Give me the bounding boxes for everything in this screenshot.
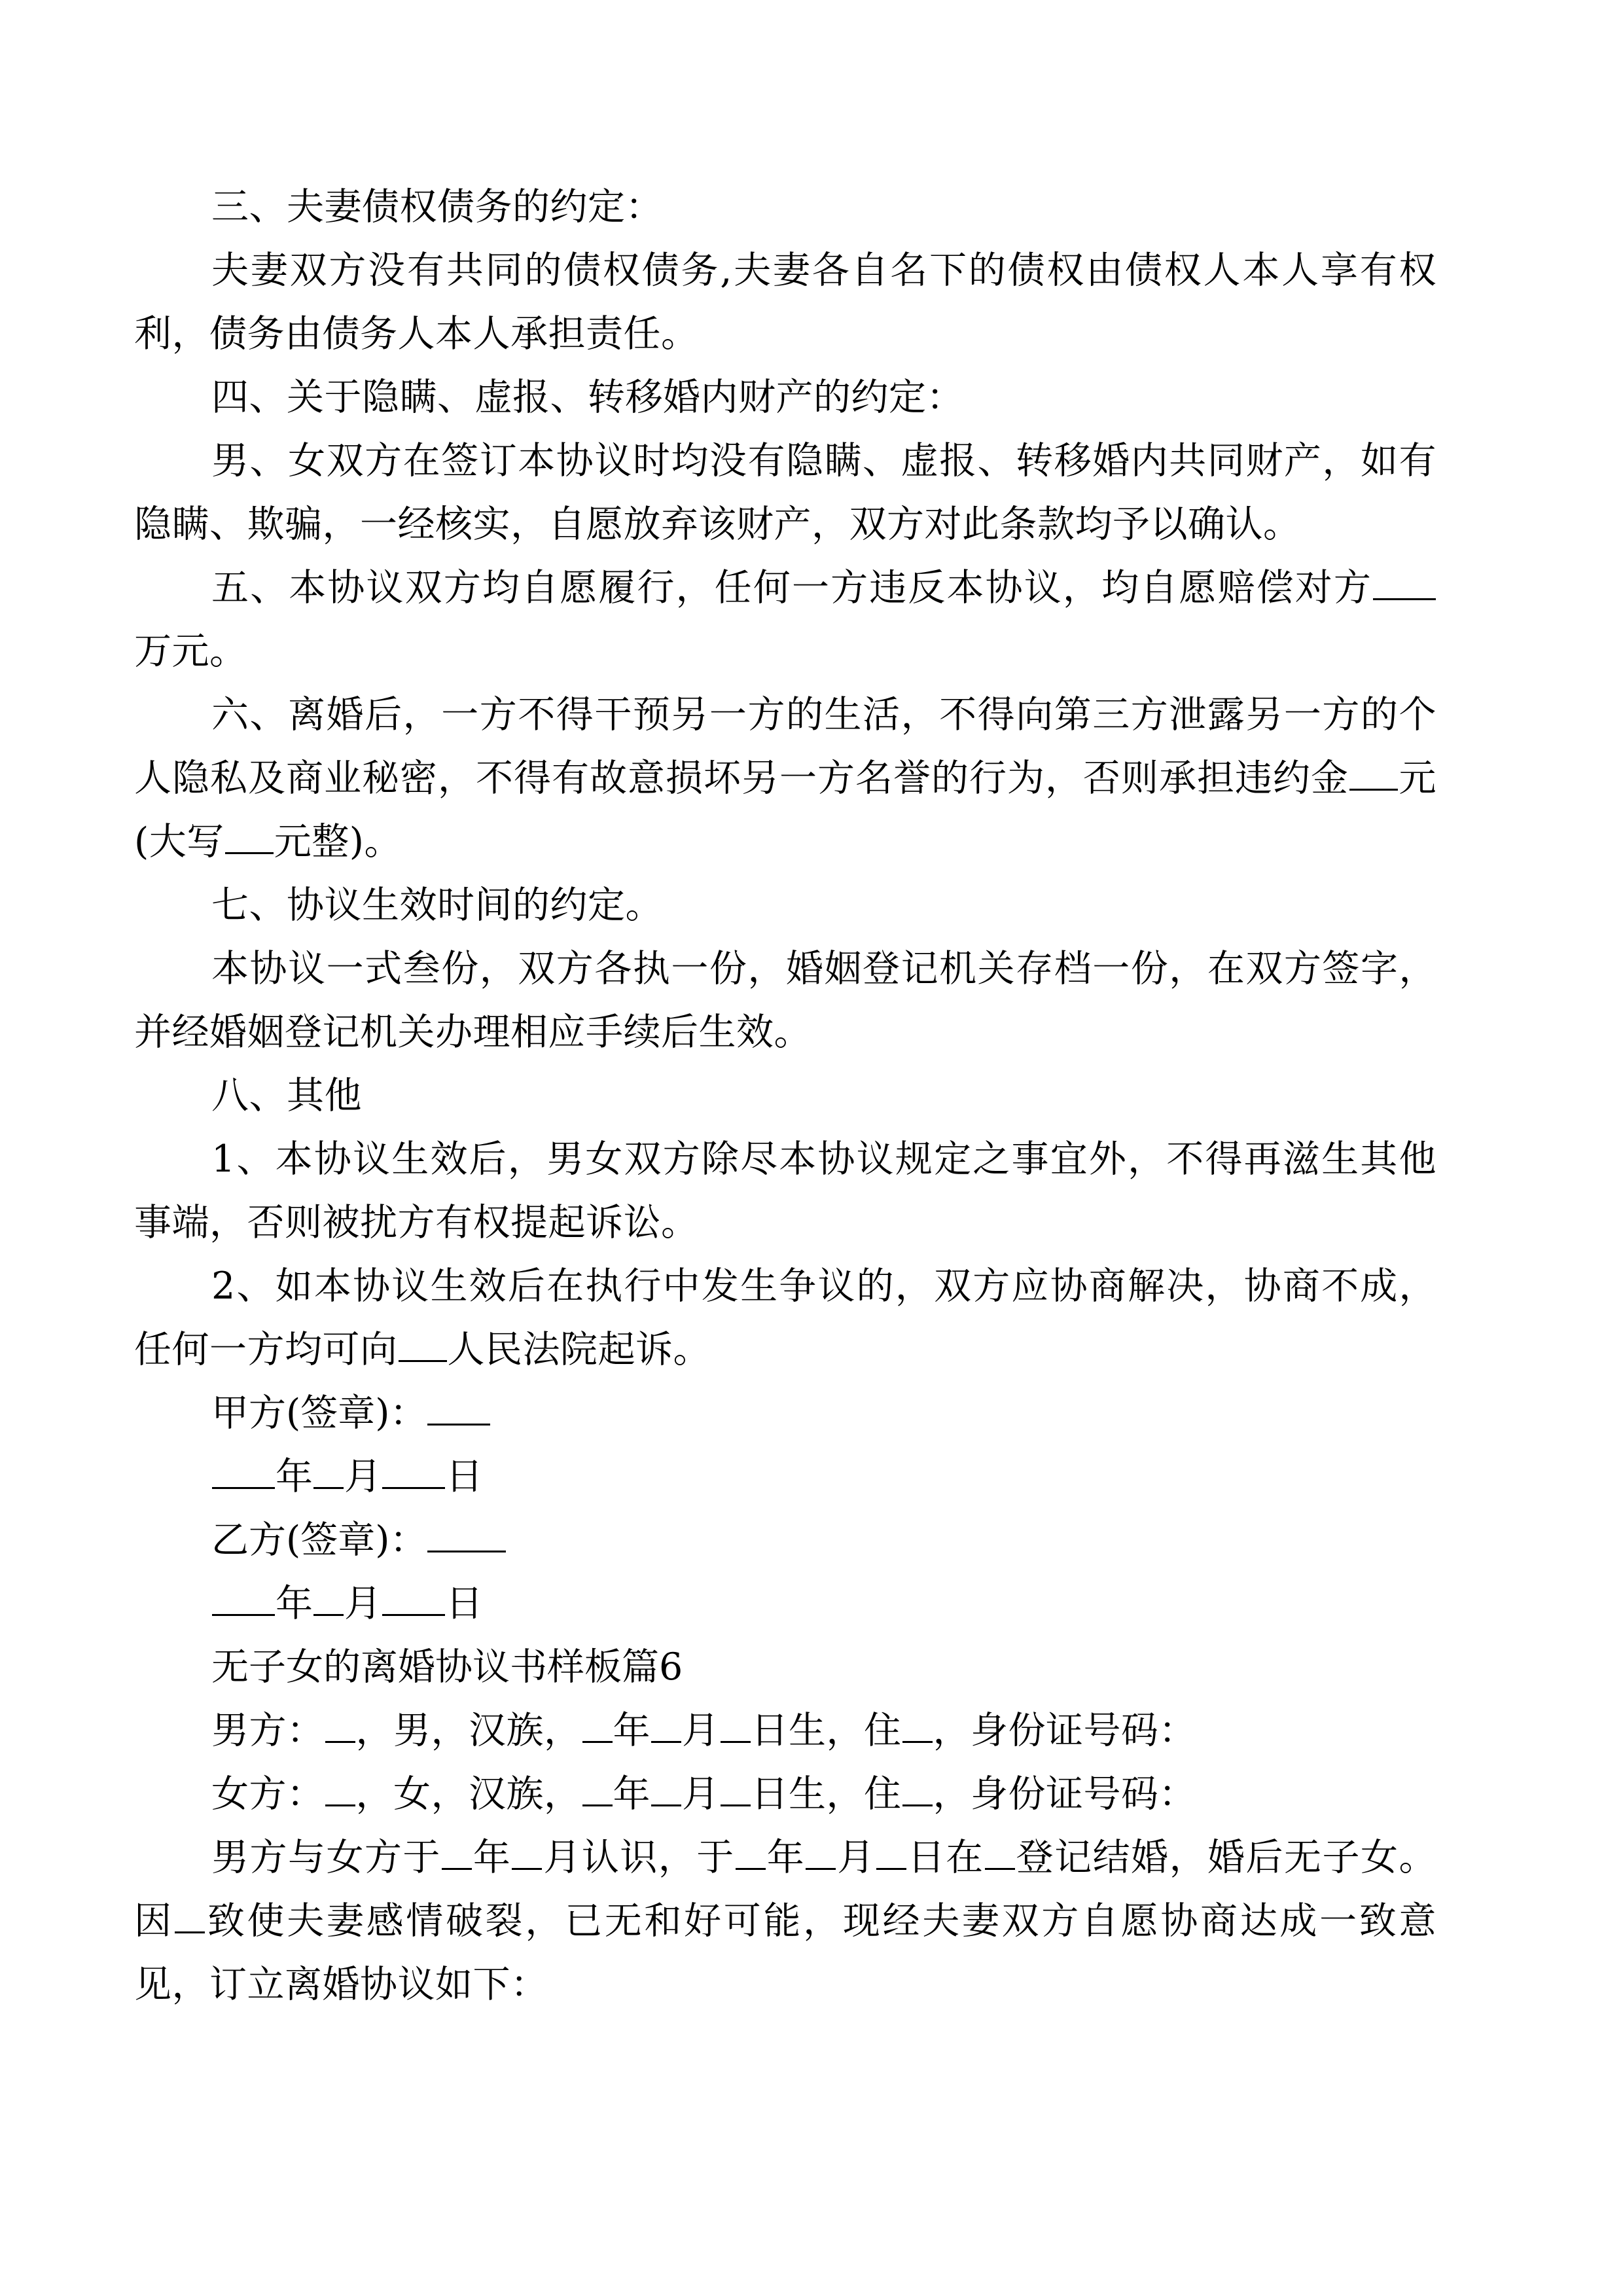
fill-in-blank [212, 1453, 275, 1489]
fill-in-blank [902, 1707, 933, 1743]
fill-in-blank [651, 1770, 681, 1806]
heading-section-3: 三、夫妻债权债务的约定： [211, 185, 663, 228]
fill-in-blank [582, 1770, 613, 1806]
clause-section-4-body: 男、女双方在签订本协议时均没有隐瞒、虚报、转移婚内共同财产，如有隐瞒、欺骗，一经核实，自愿放弃该财产，双方对此条款均予以确认。 [134, 439, 1436, 546]
clause-section-5: 五、本协议双方均自愿履行，任何一方违反本协议，均自愿赔偿对方万元。 [134, 556, 1436, 683]
fill-in-blank [325, 1770, 355, 1806]
fill-in-blank [985, 1834, 1015, 1870]
fill-in-blank [902, 1770, 933, 1806]
fill-in-blank [225, 818, 274, 854]
fill-in-blank [512, 1834, 542, 1870]
heading-section-4: 四、关于隐瞒、虚报、转移婚内财产的约定： [211, 376, 964, 419]
male-party-info-line: 男方： ，男，汉族， 年 月 日生，住 ，身份证号码： [134, 1699, 1436, 1763]
fill-in-blank [876, 1834, 906, 1870]
fill-in-blank [313, 1453, 344, 1489]
party-b-signature-line: 乙方(签章)： [134, 1509, 1436, 1572]
fill-in-blank [721, 1770, 751, 1806]
fill-in-blank [721, 1707, 751, 1743]
party-a-date-line: 年 月 日 [134, 1445, 1436, 1509]
heading-section-7: 七、协议生效时间的约定。 [211, 884, 663, 927]
fill-in-blank [442, 1834, 472, 1870]
fill-in-blank [582, 1707, 613, 1743]
party-b-date-line: 年 月 日 [134, 1572, 1436, 1636]
fill-in-blank [382, 1580, 445, 1616]
party-a-signature-line: 甲方(签章)： [134, 1382, 1436, 1445]
female-party-info-line: 女方： ，女，汉族， 年 月 日生，住 ，身份证号码： [134, 1763, 1436, 1826]
clause-section-8-item-2: 2、如本协议生效后在执行中发生争议的，双方应协商解决，协商不成，任何一方均可向 人民法院起诉。 [134, 1265, 1436, 1371]
heading-section-8: 八、其他 [211, 1074, 362, 1117]
fill-in-blank [651, 1707, 681, 1743]
fill-in-blank [736, 1834, 766, 1870]
clause-section-8-item-1: 1、本协议生效后，男女双方除尽本协议规定之事宜外，不得再滋生其他事端，否则被扰方有权提起诉讼。 [134, 1138, 1436, 1244]
next-document-title: 无子女的离婚协议书样板篇6 [211, 1645, 683, 1689]
fill-in-blank [427, 1516, 506, 1552]
fill-in-blank [1373, 564, 1436, 600]
clause-section-7-body: 本协议一式叁份，双方各执一份，婚姻登记机关存档一份，在双方签字，并经婚姻登记机关办理相应手续后生效。 [134, 947, 1436, 1054]
fill-in-blank [175, 1897, 205, 1933]
fill-in-blank [427, 1390, 490, 1426]
clause-section-3-body: 夫妻双方没有共同的债权债务,夫妻各自名下的债权由债权人本人享有权利，债务由债务人本人承担责任。 [134, 249, 1436, 355]
fill-in-blank [1349, 755, 1398, 791]
fill-in-blank [399, 1326, 447, 1362]
fill-in-blank [313, 1580, 344, 1616]
document-text-body [134, 175, 1436, 2017]
marriage-history-paragraph: 男方与女方于 年 月认识，于 年 月 日在 登记结婚，婚后无子女。因 致使夫妻感情破裂，已无和好可能，现经夫妻双方自愿协商达成一致意见，订立离婚协议如下： [134, 1826, 1436, 2017]
fill-in-blank [806, 1834, 836, 1870]
fill-in-blank [325, 1707, 355, 1743]
fill-in-blank [212, 1580, 275, 1616]
clause-section-6: 六、离婚后，一方不得干预另一方的生活，不得向第三方泄露另一方的个人隐私及商业秘密，不得有故意损坏另一方名誉的行为，否则承担违约金 元(大写 元整)。 [134, 693, 1436, 863]
fill-in-blank [382, 1453, 445, 1489]
